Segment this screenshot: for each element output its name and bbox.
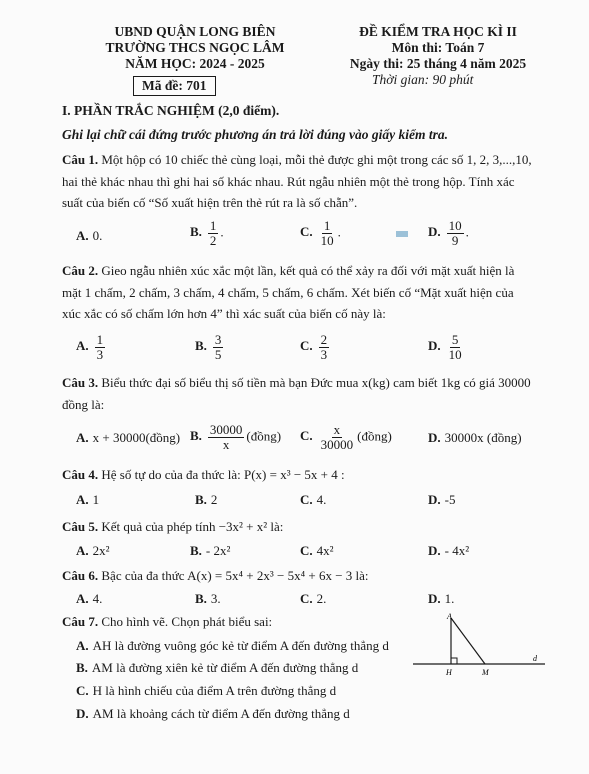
q5-option-b: B. - 2x²: [190, 543, 231, 558]
q4-option-a: A. 1: [76, 492, 100, 507]
question-3: Câu 3. Biểu thức đại số biểu thị số tiền mà bạn Đức mua x(kg) cam biết 1kg có giá 30000 đồng là:: [62, 375, 531, 412]
q6-option-c: C. 2.: [300, 591, 327, 606]
q3-option-d: D. 30000x (đồng): [428, 430, 522, 445]
line-d-label: d: [533, 654, 537, 663]
scan-mark: [396, 231, 408, 237]
q2-option-b: B. $\frac{3}{5}$: [195, 332, 222, 362]
exam-code-box: Mã đề: 701: [133, 76, 216, 96]
q5-option-a: A. 2x²: [76, 543, 110, 558]
q1-option-b: B. $\frac{1}{2}$ .: [190, 218, 224, 248]
question-7: Câu 7. Cho hình vẽ. Chọn phát biểu sai:: [62, 614, 273, 629]
q7-option-c: C. H là hình chiếu của điểm A trên đường thẳng d: [76, 683, 337, 698]
q2-option-a: A. $\frac{1}{3}$: [76, 332, 104, 362]
q7-option-b: B. AM là đường xiên kẻ từ điểm A đến đường thẳng d: [76, 660, 359, 675]
q6-option-a: A. 4.: [76, 591, 103, 606]
q2-option-d: D. $\frac{5}{10}$: [428, 332, 462, 362]
exam-date: Ngày thi: 25 tháng 4 năm 2025: [349, 56, 527, 71]
geometry-figure: [405, 612, 555, 684]
q1-option-c: C. $\frac{1}{10}$ .: [300, 218, 341, 248]
q4-option-b: B. 2: [195, 492, 218, 507]
q3-option-a: A. x + 30000(đồng): [76, 430, 181, 445]
q1-option-a: A. 0.: [76, 228, 103, 243]
q3-option-b: B. $\frac{30000}{x}$ (đồng): [190, 422, 282, 452]
q7-option-d: D. AM là khoảng cách từ điểm A đến đường thẳng d: [76, 706, 350, 721]
q1-option-d: D. $\frac{10}{9}$ .: [428, 218, 469, 248]
q5-option-c: C. 4x²: [300, 543, 334, 558]
question-4: Câu 4. Hệ số tự do của đa thức là: P(x) = x³ − 5x + 4 :: [62, 467, 345, 482]
section-instruction: Ghi lại chữ cái đứng trước phương án trả lời đúng vào giấy kiểm tra.: [62, 127, 448, 142]
q2-option-c: C. $\frac{2}{3}$: [300, 332, 328, 362]
question-2: Câu 2. Gieo ngẫu nhiên xúc xắc một lần, kết quả có thể xảy ra đối với mặt xuất hiện là mặt 1 chấm, 2 chấm, 3 chấm, 4 chấm, 5 chấm, 6 chấm. Xét biến cố “Mặt xuất hiện của xúc xắc có số chấm lớn hơn 4” thì xác suất của biến cố này là:: [62, 263, 515, 321]
school-year: NĂM HỌC: 2024 - 2025: [125, 56, 265, 71]
subject: Môn thi: Toán 7: [391, 40, 485, 55]
question-1: Câu 1. Một hộp có 10 chiếc thẻ cùng loại, mỗi thẻ được ghi một trong các số 1, 2, 3,...,10, hai thẻ khác nhau thì ghi hai số khác nhau. Rút ngẫu nhiên một thẻ trong hộp. Tính xác suất của biến cố “Số xuất hiện trên thẻ rút ra là số chẵn”.: [62, 152, 532, 210]
q6-option-d: D. 1.: [428, 591, 455, 606]
q5-option-d: D. - 4x²: [428, 543, 470, 558]
question-6: Câu 6. Bậc của đa thức A(x) = 5x⁴ + 2x³ − 5x⁴ + 6x − 3 là:: [62, 568, 369, 583]
q3-option-c: C. $\frac{x}{30000}$ (đồng): [300, 422, 392, 452]
right-angle-mark: [451, 658, 457, 664]
header-right: [328, 24, 548, 72]
q6-option-b: B. 3.: [195, 591, 221, 606]
exam-time: Thời gian: 90 phút: [372, 72, 474, 87]
q7-option-a: A. AH là đường vuông góc kẻ từ điểm A đến đường thẳng d: [76, 638, 389, 653]
segment-am: [451, 618, 485, 664]
q4-option-d: D. -5: [428, 492, 456, 507]
school-name: TRƯỜNG THCS NGỌC LÂM: [105, 40, 285, 55]
header-left: [100, 24, 290, 72]
question-5: Câu 5. Kết quả của phép tính −3x² + x² là:: [62, 519, 284, 534]
point-m-label: M: [482, 668, 489, 677]
point-h-label: H: [446, 668, 452, 677]
district-name: UBND QUẬN LONG BIÊN: [114, 24, 276, 39]
exam-title: ĐỀ KIỂM TRA HỌC KÌ II: [359, 24, 517, 39]
section-title: I. PHẦN TRẮC NGHIỆM (2,0 điểm).: [62, 103, 280, 118]
q4-option-c: C. 4.: [300, 492, 327, 507]
point-a-label: A: [447, 612, 452, 621]
